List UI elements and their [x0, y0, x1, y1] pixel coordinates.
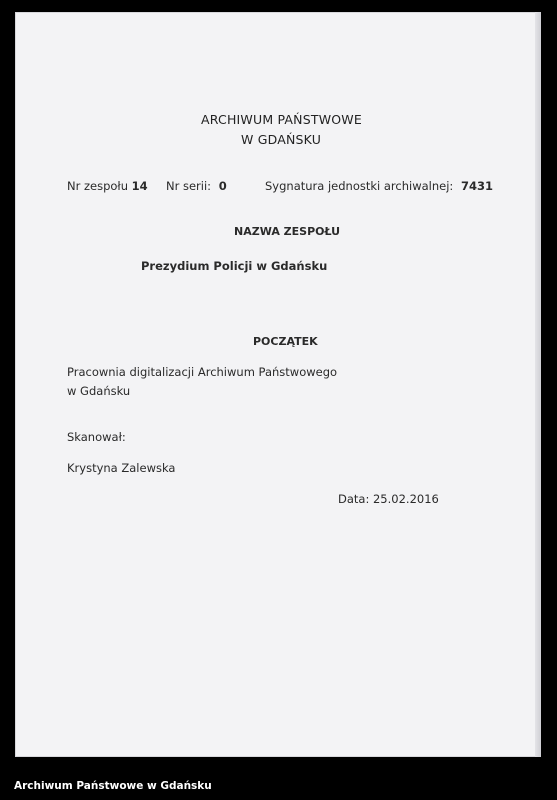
signature-label: Sygnatura jednostki archiwalnej: [265, 179, 454, 193]
archive-name-line1: ARCHIWUM PAŃSTWOWE [201, 112, 362, 127]
series-number-value: 0 [218, 179, 227, 193]
archive-name-line2: W GDAŃSKU [241, 132, 322, 147]
archive-footer-caption: Archiwum Państwowe w Gdańsku [14, 780, 212, 792]
scanner-name: Krystyna Zalewska [67, 461, 176, 475]
signature-value: 7431 [460, 179, 493, 193]
sheet-edge-shadow [535, 12, 541, 757]
signature-field [265, 179, 493, 193]
lab-name-line2: w Gdańsku [67, 384, 131, 398]
fond-number-label: Nr zespołu [67, 179, 128, 193]
fond-heading: NAZWA ZESPOŁU [234, 225, 341, 238]
lab-name-line1: Pracownia digitalizacji Archiwum Państwowego [67, 365, 338, 379]
scan-date: Data: 25.02.2016 [338, 492, 439, 506]
document-sheet [15, 12, 541, 757]
fond-name: Prezydium Policji w Gdańsku [141, 259, 328, 273]
fond-number-value: 14 [131, 179, 148, 193]
start-heading: POCZĄTEK [253, 335, 318, 348]
series-number-field [166, 179, 227, 193]
scanned-by-label: Skanował: [67, 430, 126, 444]
series-number-label: Nr serii: [166, 179, 212, 193]
fond-number-field [67, 179, 148, 193]
